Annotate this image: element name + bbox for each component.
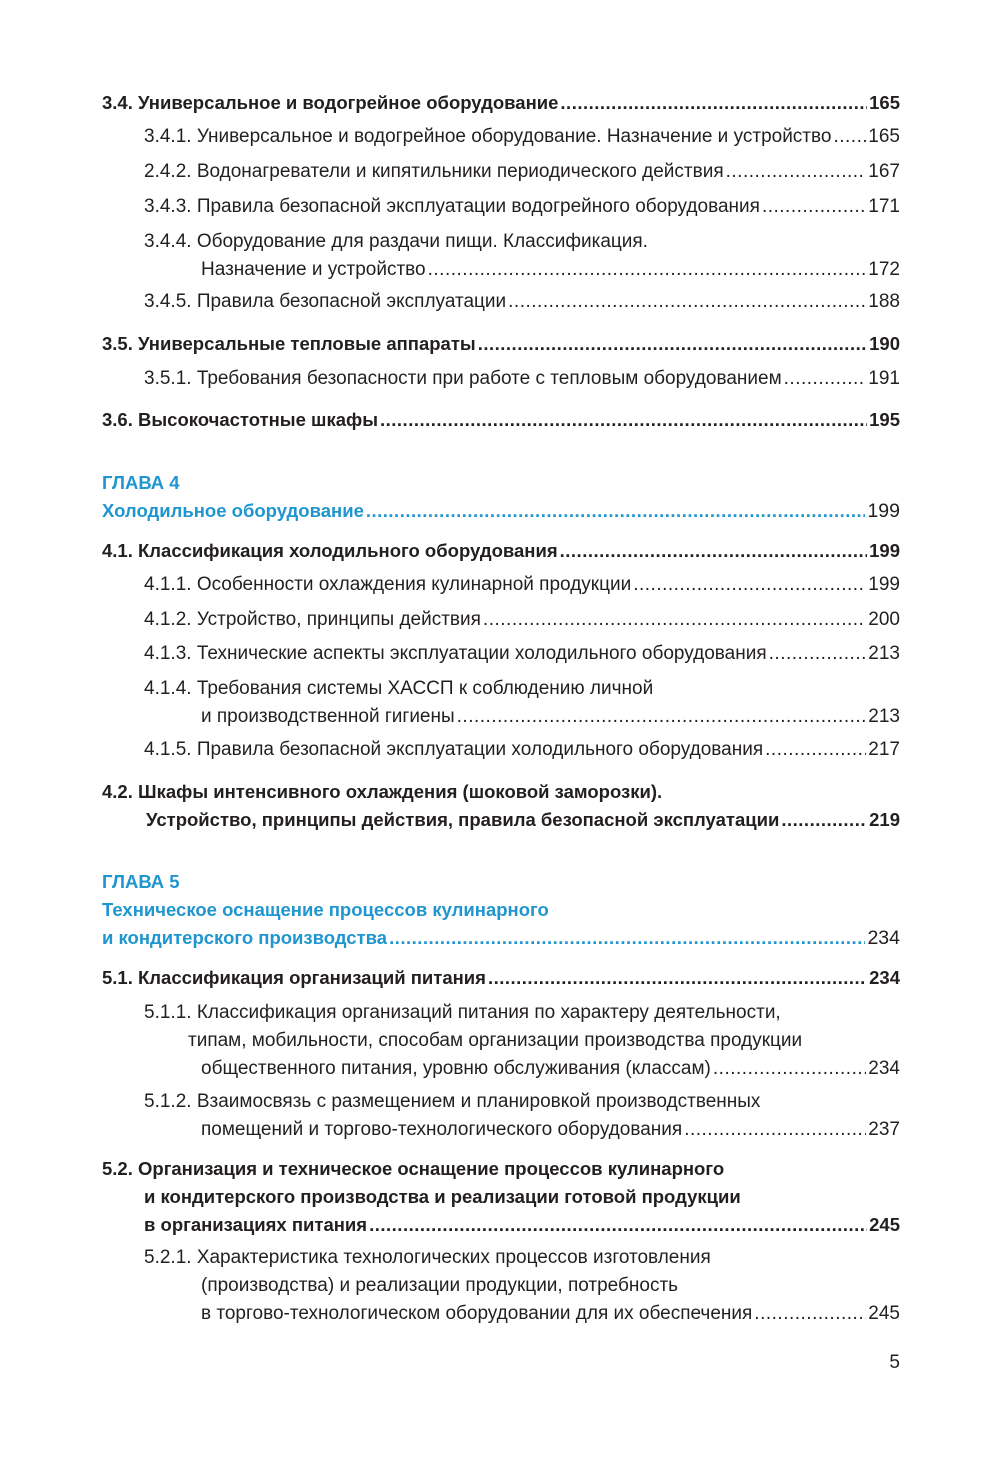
entry-title: 4.1.3. Технические аспекты эксплуатации холодильного оборудования (144, 643, 767, 664)
entry-title-continued: (производства) и реализации продукции, потребность (201, 1275, 679, 1296)
toc-entry-2-4-2[interactable] (144, 158, 900, 186)
page-number: 165 (869, 92, 900, 113)
toc-entry-4-1[interactable] (102, 537, 900, 565)
toc-entry-5-2[interactable] (102, 1155, 900, 1239)
dot-leader (762, 193, 866, 221)
entry-title: 4.2. Шкафы интенсивного охлаждения (шоковой заморозки). (102, 781, 663, 802)
page-number: 172 (868, 259, 900, 280)
toc-entry-5-1-2[interactable] (144, 1088, 900, 1144)
page-number: 234 (867, 927, 900, 949)
dot-leader (478, 330, 867, 358)
entry-title: 3.4.4. Оборудование для раздачи пищи. Классификация. (144, 231, 648, 252)
entry-title-continued: в организациях питания (144, 1214, 368, 1235)
toc-entry-3-4[interactable] (102, 89, 900, 117)
toc-entry-3-4-4[interactable] (144, 228, 900, 284)
entry-title-continued: Устройство, принципы действия, правила безопасной эксплуатации (146, 809, 780, 830)
page-number: 237 (868, 1119, 900, 1140)
page-number: 190 (869, 333, 900, 354)
entry-title: 4.1. Классификация холодильного оборудования (102, 540, 558, 561)
dot-leader (560, 89, 867, 117)
chapter-title: Техническое оснащение процессов кулинарного (102, 899, 549, 920)
chapter-title: Холодильное оборудование (102, 500, 364, 521)
dot-leader (684, 1116, 866, 1144)
dot-leader (428, 256, 867, 284)
dot-leader (833, 123, 866, 151)
page-number: 213 (868, 643, 900, 664)
entry-title: 3.5.1. Требования безопасности при работе с тепловым оборудованием (144, 368, 782, 389)
dot-leader (560, 537, 867, 565)
toc-entry-4-1-3[interactable] (144, 640, 900, 668)
toc-entry-3-4-5[interactable] (144, 288, 900, 316)
toc-entry-3-6[interactable] (102, 406, 900, 434)
page-number: 234 (868, 1058, 900, 1079)
page-number: 191 (868, 368, 900, 389)
entry-title: 3.4.5. Правила безопасной эксплуатации (144, 291, 507, 312)
toc-entry-3-4-1[interactable] (144, 123, 900, 151)
entry-title: 4.1.2. Устройство, принципы действия (144, 609, 481, 630)
toc-entry-5-1-1[interactable] (144, 999, 900, 1083)
entry-title: 2.4.2. Водонагреватели и кипятильники периодического действия (144, 161, 724, 182)
dot-leader (483, 606, 866, 634)
toc-entry-4-1-1[interactable] (144, 571, 900, 599)
page-number: 199 (867, 500, 900, 522)
dot-leader (369, 1211, 867, 1239)
entry-title-continued: типам, мобильности, способам организации производства продукции (188, 1030, 803, 1051)
chapter-label: ГЛАВА 5 (102, 871, 180, 892)
dot-leader (633, 571, 866, 599)
entry-title: 3.4.3. Правила безопасной эксплуатации водогрейного оборудования (144, 196, 760, 217)
entry-title: 4.1.1. Особенности охлаждения кулинарной продукции (144, 574, 632, 595)
page-number: 219 (869, 809, 900, 830)
dot-leader (784, 365, 867, 393)
page-number: 199 (868, 574, 900, 595)
dot-leader (769, 640, 867, 668)
entry-title-continued: общественного питания, уровню обслуживания (классам) (201, 1058, 711, 1079)
chapter-title-continued: и кондитерского производства (102, 927, 388, 948)
entry-title: 4.1.5. Правила безопасной эксплуатации холодильного оборудования (144, 739, 764, 760)
page-number: 199 (869, 540, 900, 561)
toc-chapter-4[interactable] (102, 469, 900, 525)
entry-title-continued: в торгово-технологическом оборудовании для их обеспечения (201, 1303, 753, 1324)
page-number: 171 (868, 196, 900, 217)
page-number: 165 (868, 126, 900, 147)
toc-entry-4-1-2[interactable] (144, 606, 900, 634)
toc-entry-5-2-1[interactable] (144, 1244, 900, 1328)
dot-leader (488, 964, 867, 992)
entry-title-continued: и кондитерского производства и реализации готовой продукции (144, 1186, 741, 1207)
page-number: 217 (868, 739, 900, 760)
entry-title: 5.2.1. Характеристика технологических процессов изготовления (144, 1247, 711, 1268)
toc-chapter-5[interactable] (102, 868, 900, 952)
dot-leader (726, 158, 867, 186)
toc-entry-3-5[interactable] (102, 330, 900, 358)
dot-leader (765, 736, 866, 764)
entry-title: 3.4. Универсальное и водогрейное оборудование (102, 92, 559, 113)
dot-leader (457, 703, 867, 731)
dot-leader (366, 497, 866, 525)
page-folio: 5 (889, 1352, 900, 1373)
entry-title-continued: помещений и торгово-технологического оборудования (201, 1119, 683, 1140)
dot-leader (754, 1300, 866, 1328)
entry-title: 5.1.1. Классификация организаций питания по характеру деятельности, (144, 1002, 781, 1023)
toc-entry-4-1-5[interactable] (144, 736, 900, 764)
dot-leader (713, 1055, 866, 1083)
toc-entry-4-1-4[interactable] (144, 675, 900, 731)
entry-title: 4.1.4. Требования системы ХАССП к соблюдению личной (144, 678, 654, 699)
page-number: 245 (868, 1303, 900, 1324)
toc-entry-3-4-3[interactable] (144, 193, 900, 221)
toc-entry-5-1[interactable] (102, 964, 900, 992)
dot-leader (380, 406, 867, 434)
page-number: 188 (868, 291, 900, 312)
toc-entry-3-5-1[interactable] (144, 365, 900, 393)
page-number: 213 (868, 706, 900, 727)
page-number: 200 (868, 609, 900, 630)
page-number: 195 (869, 409, 900, 430)
entry-title: 5.1.2. Взаимосвязь с размещением и планировкой производственных (144, 1091, 761, 1112)
entry-title: 5.2. Организация и техническое оснащение процессов кулинарного (102, 1158, 725, 1179)
dot-leader (781, 806, 867, 834)
chapter-label: ГЛАВА 4 (102, 472, 180, 493)
dot-leader (508, 288, 866, 316)
page-number: 167 (868, 161, 900, 182)
dot-leader (389, 924, 865, 952)
toc-entry-4-2[interactable] (102, 778, 900, 834)
entry-title-continued: и производственной гигиены (201, 706, 455, 727)
page-number: 245 (869, 1214, 900, 1235)
entry-title: 3.6. Высокочастотные шкафы (102, 409, 378, 430)
entry-title: 3.5. Универсальные тепловые аппараты (102, 333, 476, 354)
page-number: 234 (869, 967, 900, 988)
entry-title: 3.4.1. Универсальное и водогрейное оборудование. Назначение и устройство (144, 126, 832, 147)
entry-title-continued: Назначение и устройство (201, 259, 426, 280)
entry-title: 5.1. Классификация организаций питания (102, 967, 486, 988)
